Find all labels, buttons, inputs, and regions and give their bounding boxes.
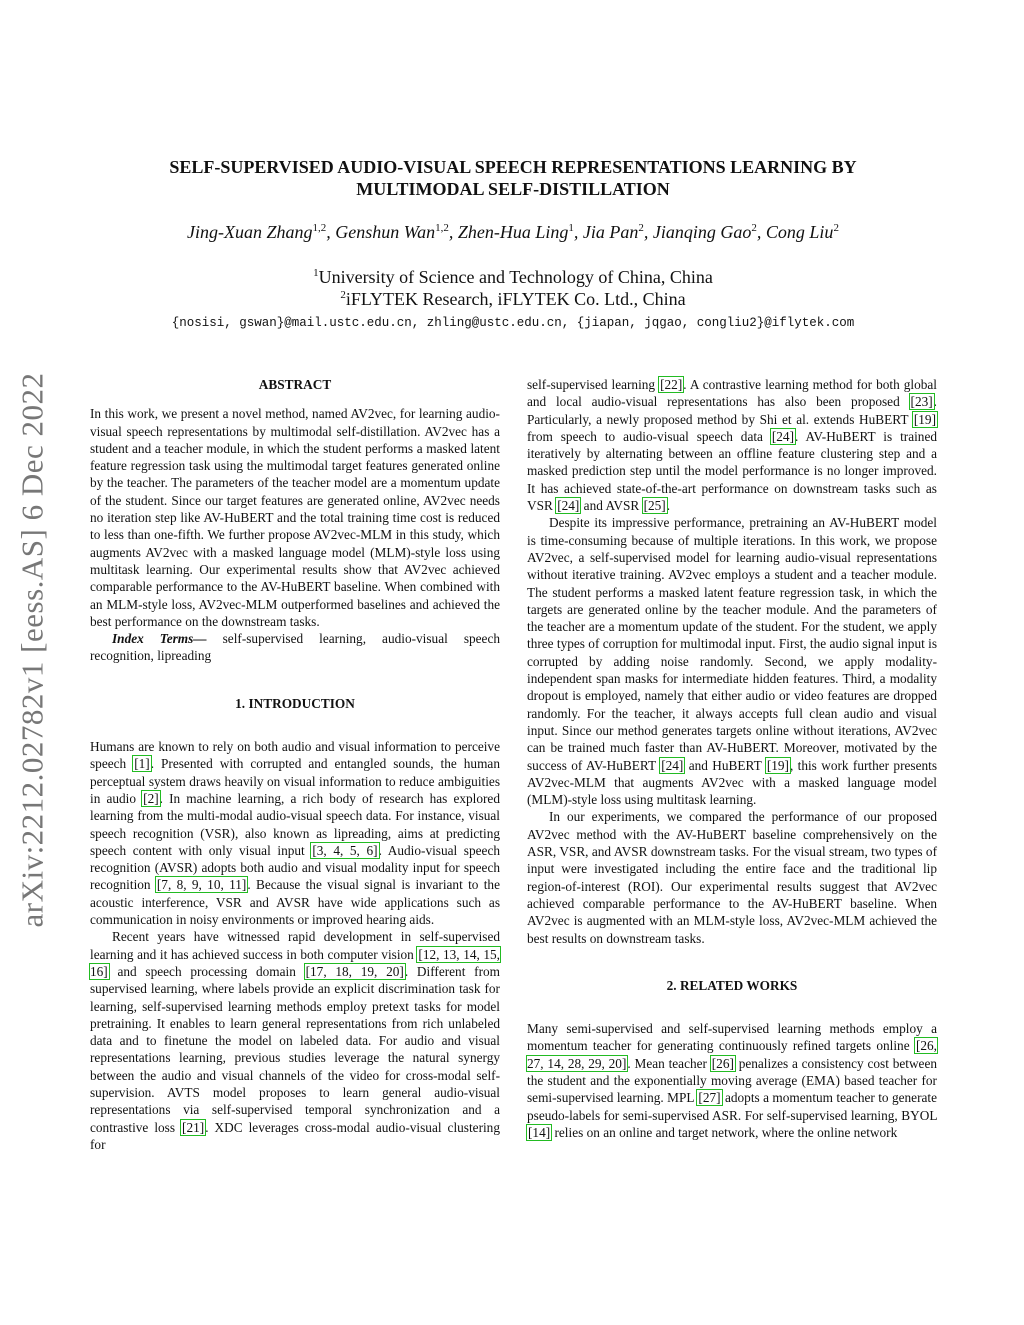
citation-link[interactable]: [3, 4, 5, 6]	[312, 842, 378, 858]
arxiv-id: arXiv:2212.02782v1 [eess.AS] 6 Dec 2022	[15, 372, 50, 928]
text-run: . Different from supervised learning, where labels provide an explicit discrimination task for learning, self-supervised learning methods employ pretext tasks for model pretraining. It enables to learn general representations from rich unlabeled data and to finetune the model on labeled data. For audio and visual representations learning, previous studies leverage the natural synergy between the audio and visual channels of the video for cross-modal self-supervision. AVTS model proposes to learn general audio-visual representations via self-supervised temporal synchronization and a contrastive loss	[90, 963, 500, 1135]
intro-paragraph-5: In our experiments, we compared the performance of our proposed AV2vec method with the AV-HuBERT baseline comprehensively on the ASR, VSR, and AVSR downstream tasks. For the visual stream, two types of input were investigated including the entire face and the traditional lip region-of-interest (ROI). Our experimental results suggest that AV2vec achieved comparable performance to the AV-HuBERT baseline. When AV2vec is augmented with an MLM-style loss, AV2vec-MLM achieved the best results on downstream tasks.	[527, 809, 937, 946]
introduction-heading: 1. INTRODUCTION	[235, 695, 355, 711]
intro-paragraph-4	[527, 514, 937, 808]
author-emails: {nosisi, gswan}@mail.ustc.edu.cn, zhling@ustc.edu.cn, {jiapan, jqgao, congliu2}@iflytek.com	[171, 316, 855, 330]
text-run: . Because the visual signal is invariant to the acoustic interference, VSR and AVSR have wide applications such as communication in noisy environments or improved hearing aids.	[90, 877, 500, 928]
author-affiliation: 1,2	[312, 222, 327, 234]
citation-link[interactable]: [2]	[143, 790, 159, 806]
citation-link[interactable]: [7, 8, 9, 10, 11]	[156, 877, 247, 893]
affiliation-1	[90, 266, 936, 288]
text-run: and HuBERT	[684, 757, 766, 773]
title-line-2: MULTIMODAL SELF-DISTILLATION	[356, 179, 670, 199]
citation-link[interactable]: [12, 13, 14, 15, 16]	[90, 946, 501, 979]
author: Jia Pan	[582, 222, 639, 242]
author-affiliation: 2	[833, 222, 839, 234]
citation-link[interactable]: [19]	[913, 411, 936, 427]
affiliation-number: 1	[313, 267, 319, 279]
citation-link[interactable]: [22]	[660, 377, 683, 392]
author-affiliation: 1,2	[435, 222, 449, 234]
author: Zhen-Hua Ling	[457, 222, 569, 242]
abstract-text: In this work, we present a novel method, named AV2vec, for learning audio-visual speech representations by multimodal self-distillation. AV2vec has a student and a teacher module, in which the student performs a masked latent feature regression task using the multimodal target features generated online by the teacher. The parameters of the teacher model are a momentum update of the student. Since our target features are generated online, AV2vec needs no iteration step like AV-HuBERT and the total training time cost is reduced to less than one-fifth. We further propose AV2vec-MLM in this study, which augments AV2vec with a masked language model (MLM)-style loss using multitask learning. Our experimental results show that AV2vec achieved comparable performance to the AV-HuBERT baseline. When combined with an MLM-style loss, AV2vec-MLM outperformed baselines and achieved the best performance on the downstream tasks.	[90, 406, 500, 629]
text-run: . XDC leverages cross-modal audio-visual clustering for	[90, 1119, 500, 1152]
author: Cong Liu	[765, 222, 834, 242]
text-run: self-supervised learning	[527, 377, 660, 392]
arxiv-sidebar	[8, 340, 58, 960]
text-run: relies on an online and target network, where the online network	[551, 1124, 898, 1140]
related-works-heading: 2. RELATED WORKS	[666, 977, 798, 993]
text-run: . Particularly, a newly proposed method by Shi et al. extends HuBERT	[527, 394, 937, 427]
citation-link[interactable]: [24]	[661, 757, 684, 773]
text-run: .	[666, 498, 671, 514]
citation-link[interactable]: [23]	[910, 394, 933, 410]
intro-paragraph-1	[90, 738, 500, 928]
affiliation-2	[90, 288, 936, 310]
text-run: . A contrastive learning method for both global and local audio-visual representations has also been proposed	[527, 377, 937, 410]
text-run: penalizes a consistency cost between the student and the exponentially moving average (EMA) based teacher for semi-supervised learning. MPL	[527, 1055, 937, 1106]
affiliation-number: 2	[340, 289, 346, 301]
citation-link[interactable]: [19]	[766, 757, 789, 773]
text-run: . Audio-visual speech recognition (AVSR) adopts both audio and visual modality input for speech recognition	[90, 842, 500, 893]
text-run: from speech to audio-visual speech data	[527, 428, 771, 444]
citation-link[interactable]: [14]	[528, 1124, 551, 1140]
text-run: . AV-HuBERT is trained iteratively by alternating between an offline feature clustering step and a masked prediction step until the model performance is no longer improved. It has achieved state-of-the-art performance on downstream tasks such as VSR	[527, 428, 937, 514]
affiliation-text: iFLYTEK Research, iFLYTEK Co. Ltd., China	[345, 289, 686, 309]
left-column	[90, 376, 500, 1153]
citation-link[interactable]: [27]	[698, 1090, 721, 1106]
citation-link[interactable]: [24]	[557, 498, 580, 514]
citation-link[interactable]: [24]	[771, 428, 795, 444]
text-run: . Presented with corrupted and entangled sounds, the human perceptual system draws heavily on visual information to reduce ambiguities in audio	[90, 756, 500, 806]
author-affiliation: 2	[638, 222, 644, 234]
citation-link[interactable]: [1]	[134, 756, 150, 772]
author: Genshun Wan	[335, 222, 436, 242]
text-run: and AVSR	[580, 498, 643, 514]
citation-link[interactable]: [26, 27, 14, 28, 29, 20]	[527, 1038, 937, 1071]
index-terms-label: Index Terms—	[112, 631, 207, 647]
citation-link[interactable]: [25]	[643, 498, 666, 514]
affiliations	[90, 266, 936, 310]
text-run: . Mean teacher	[627, 1055, 711, 1071]
text-run: , this work further presents AV2vec-MLM that augments AV2vec with a masked language model (MLM)-style loss using multitask learning.	[527, 757, 937, 808]
text-run: Many semi-supervised and self-supervised learning methods employ a momentum teacher for generating continuously refined targets online	[527, 1021, 937, 1054]
author-list: Jing-Xuan Zhang$^{1,2}$, Genshun Wan$^{1,2}$, Zhen-Hua Ling$^1$, Jia Pan$^2$, Jianqing Gao$^2$, Cong Liu$^2$	[187, 222, 839, 242]
author: Jing-Xuan Zhang	[187, 222, 313, 242]
affiliation-text: University of Science and Technology of China, China	[318, 267, 713, 287]
text-run: adopts a momentum teacher to generate pseudo-labels for semi-supervised ASR. For self-supervised learning, BYOL	[527, 1090, 937, 1123]
index-terms-text: self-supervised learning, audio-visual speech recognition, lipreading	[90, 631, 500, 664]
index-terms	[90, 630, 500, 665]
text-run: Despite its impressive performance, pretraining an AV-HuBERT model is time-consuming because of multiple iterations. In this work, we propose AV2vec, a self-supervised model for learning audio-visual representations without iterative training. AV2vec employs a student and a teacher module. The student performs a masked latent feature regression task, in which the targets are generated online by the teacher module. And the parameters of the teacher are a momentum update of the student. For the student, we apply three types of corruption for multimodal input. First, the audio signal input is corrupted by adding noise randomly. Second, we apply modality-independent span masks for intermediate hidden features. Third, a modality dropout is employed, namely that either audio or video features are dropped randomly. For the teacher, it always accepts full clean audio and visual input. Since our method generates targets online without iterations, AV2vec can be trained much faster than AV-HuBERT. Moreover, motivated by the success of AV-HuBERT	[527, 515, 937, 773]
citation-link[interactable]: [21]	[182, 1119, 205, 1135]
paper-title	[90, 156, 936, 200]
text-run: and speech processing domain	[108, 963, 305, 979]
author-affiliation: 1	[568, 222, 574, 234]
citation-link[interactable]: [17, 18, 19, 20]	[305, 963, 404, 979]
intro-paragraph-3	[527, 376, 937, 514]
title-line-1: SELF-SUPERVISED AUDIO-VISUAL SPEECH REPRESENTATIONS LEARNING BY	[169, 157, 857, 177]
citation-link[interactable]: [26]	[711, 1055, 734, 1071]
text-run: . In machine learning, a rich body of research has explored learning from the multi-modal audio-visual speech data. For instance, visual speech recognition (VSR), also known as lipreading, aims at predicting speech content with only visual input	[90, 790, 500, 858]
text-run: Humans are known to rely on both audio and visual information to perceive speech	[90, 739, 500, 772]
text-run: Recent years have witnessed rapid development in self-supervised learning and it has achieved success in both computer vision	[90, 929, 500, 962]
intro-paragraph-2	[90, 928, 500, 1153]
right-column	[527, 376, 937, 1141]
related-paragraph-1	[527, 1020, 937, 1141]
abstract-heading: ABSTRACT	[258, 377, 332, 392]
author-affiliation: 2	[751, 222, 757, 234]
author: Jianqing Gao	[652, 222, 752, 242]
